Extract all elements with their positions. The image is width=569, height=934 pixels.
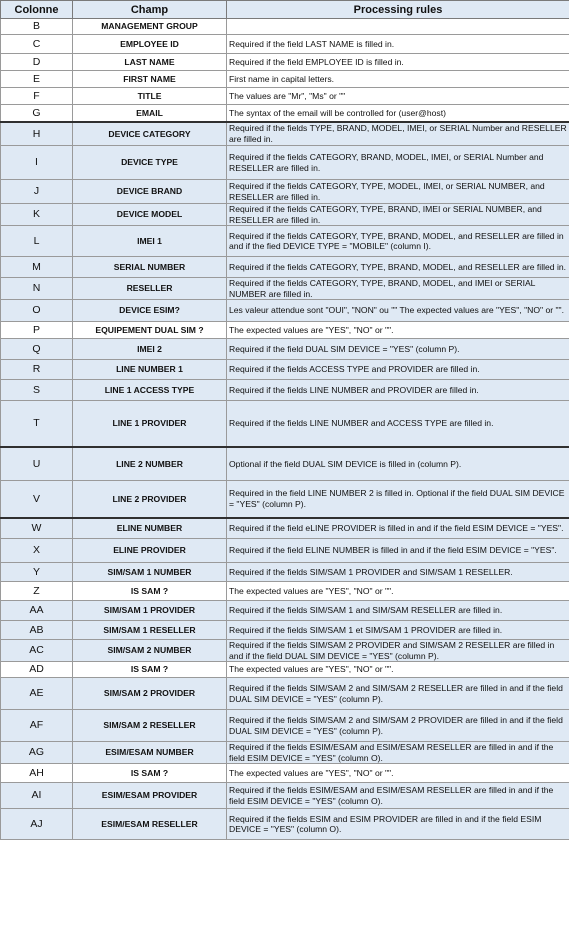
cell-colonne: AE <box>1 678 73 710</box>
cell-rule: Required in the field LINE NUMBER 2 is filled in. Optional if the field DUAL SIM DEVICE = "YES" (column P). <box>227 481 569 518</box>
cell-champ: DEVICE CATEGORY <box>73 122 227 146</box>
cell-colonne: M <box>1 257 73 278</box>
cell-colonne: H <box>1 122 73 146</box>
cell-champ: DEVICE BRAND <box>73 180 227 204</box>
cell-champ: RESELLER <box>73 278 227 300</box>
table-row <box>1 809 569 840</box>
cell-champ: MANAGEMENT GROUP <box>73 19 227 35</box>
cell-rule: Required if the field ELINE NUMBER is filled in and if the field ESIM DEVICE = "YES". <box>227 539 569 563</box>
cell-champ: TITLE <box>73 88 227 105</box>
cell-colonne: C <box>1 35 73 54</box>
cell-champ: DEVICE MODEL <box>73 204 227 226</box>
cell-colonne: Y <box>1 563 73 582</box>
cell-colonne: E <box>1 71 73 88</box>
cell-colonne: U <box>1 447 73 481</box>
cell-champ: LINE 1 ACCESS TYPE <box>73 380 227 401</box>
cell-colonne: Q <box>1 339 73 360</box>
table-row <box>1 621 569 640</box>
cell-rule: Required if the fields SIM/SAM 1 and SIM/SAM RESELLER are filled in. <box>227 601 569 621</box>
table-row <box>1 710 569 742</box>
table-row <box>1 19 569 35</box>
cell-colonne: S <box>1 380 73 401</box>
cell-rule: Required if the fields CATEGORY, TYPE, BRAND, MODEL, and RESELLER are filled in and if the fied DEVICE TYPE = "MOBILE" (column I). <box>227 226 569 257</box>
cell-champ: ELINE PROVIDER <box>73 539 227 563</box>
cell-rule: Required if the fields CATEGORY, TYPE, BRAND, MODEL, and IMEI or SERIAL NUMBER are filled in. <box>227 278 569 300</box>
cell-rule: Required if the field DUAL SIM DEVICE = "YES" (column P). <box>227 339 569 360</box>
cell-rule: Optional if the field DUAL SIM DEVICE is filled in (column P). <box>227 447 569 481</box>
cell-rule: The expected values are "YES", "NO" or "". <box>227 764 569 783</box>
cell-champ: SERIAL NUMBER <box>73 257 227 278</box>
cell-rule: Required if the fields CATEGORY, TYPE, MODEL, IMEI, or SERIAL NUMBER, and RESELLER are filled in. <box>227 180 569 204</box>
cell-champ: EMAIL <box>73 105 227 122</box>
cell-rule: Required if the fields SIM/SAM 2 and SIM/SAM 2 RESELLER are filled in and if the field DUAL SIM DEVICE = "YES" (column P). <box>227 678 569 710</box>
cell-colonne: X <box>1 539 73 563</box>
cell-colonne: W <box>1 518 73 539</box>
cell-champ: IMEI 1 <box>73 226 227 257</box>
cell-colonne: P <box>1 322 73 339</box>
table-row <box>1 146 569 180</box>
cell-champ: SIM/SAM 1 NUMBER <box>73 563 227 582</box>
cell-colonne: AJ <box>1 809 73 840</box>
cell-colonne: T <box>1 401 73 447</box>
cell-rule: The syntax of the email will be controlled for (user@host) <box>227 105 569 122</box>
cell-rule: Required if the fields SIM/SAM 2 PROVIDER and SIM/SAM 2 RESELLER are filled in and if the field DUAL SIM DEVICE = "YES" (column P). <box>227 640 569 662</box>
cell-colonne: L <box>1 226 73 257</box>
table-row <box>1 71 569 88</box>
table-row <box>1 764 569 783</box>
table-row <box>1 742 569 764</box>
cell-champ: LINE NUMBER 1 <box>73 360 227 380</box>
table-row <box>1 360 569 380</box>
cell-rule <box>227 19 569 35</box>
cell-colonne: Z <box>1 582 73 601</box>
table-row <box>1 662 569 678</box>
cell-colonne: B <box>1 19 73 35</box>
cell-rule: Required if the fields ACCESS TYPE and PROVIDER are filled in. <box>227 360 569 380</box>
header-champ: Champ <box>73 1 227 19</box>
cell-rule: Required if the fields CATEGORY, TYPE, BRAND, MODEL, and RESELLER are filled in. <box>227 257 569 278</box>
cell-colonne: J <box>1 180 73 204</box>
cell-champ: SIM/SAM 2 NUMBER <box>73 640 227 662</box>
cell-champ: DEVICE TYPE <box>73 146 227 180</box>
cell-rule: Required if the fields ESIM/ESAM and ESIM/ESAM RESELLER are filled in and if the field ESIM DEVICE = "YES" (column O). <box>227 742 569 764</box>
cell-champ: SIM/SAM 1 RESELLER <box>73 621 227 640</box>
table-row <box>1 105 569 122</box>
cell-rule: Required if the fields ESIM/ESAM and ESIM/ESAM RESELLER are filled in and if the field ESIM DEVICE = "YES" (column O). <box>227 783 569 809</box>
cell-colonne: N <box>1 278 73 300</box>
table-row <box>1 339 569 360</box>
cell-champ: SIM/SAM 2 RESELLER <box>73 710 227 742</box>
cell-rule: The expected values are "YES", "NO" or "". <box>227 662 569 678</box>
table-row <box>1 35 569 54</box>
cell-colonne: AH <box>1 764 73 783</box>
cell-champ: SIM/SAM 1 PROVIDER <box>73 601 227 621</box>
cell-colonne: D <box>1 54 73 71</box>
table-row <box>1 257 569 278</box>
cell-rule: Required if the field EMPLOYEE ID is filled in. <box>227 54 569 71</box>
table-row <box>1 678 569 710</box>
cell-colonne: AB <box>1 621 73 640</box>
table-row <box>1 122 569 146</box>
cell-rule: Required if the field eLINE PROVIDER is filled in and if the field ESIM DEVICE = "YES". <box>227 518 569 539</box>
cell-rule: The expected values are "YES", "NO" or "". <box>227 582 569 601</box>
table-row <box>1 401 569 447</box>
cell-rule: The values are "Mr", "Ms" or "" <box>227 88 569 105</box>
cell-colonne: I <box>1 146 73 180</box>
cell-colonne: AC <box>1 640 73 662</box>
table-row <box>1 278 569 300</box>
table-row <box>1 226 569 257</box>
cell-rule: Required if the fields CATEGORY, BRAND, MODEL, IMEI, or SERIAL Number and RESELLER are filled in. <box>227 146 569 180</box>
cell-rule: Les valeur attendue sont "OUI", "NON" ou "" The expected values are "YES", "NO" or "". <box>227 300 569 322</box>
header-processing-rules: Processing rules <box>227 1 569 19</box>
table-row <box>1 481 569 518</box>
cell-rule: Required if the fields SIM/SAM 1 PROVIDER and SIM/SAM 1 RESELLER. <box>227 563 569 582</box>
cell-colonne: AD <box>1 662 73 678</box>
cell-colonne: AI <box>1 783 73 809</box>
table-row <box>1 180 569 204</box>
table-row <box>1 447 569 481</box>
cell-rule: First name in capital letters. <box>227 71 569 88</box>
cell-champ: EQUIPEMENT DUAL SIM ? <box>73 322 227 339</box>
header-colonne: Colonne <box>1 1 73 19</box>
table-row <box>1 582 569 601</box>
cell-champ: DEVICE ESIM? <box>73 300 227 322</box>
cell-champ: SIM/SAM 2 PROVIDER <box>73 678 227 710</box>
table-body <box>1 19 569 840</box>
cell-champ: ESIM/ESAM PROVIDER <box>73 783 227 809</box>
cell-colonne: K <box>1 204 73 226</box>
table-row <box>1 783 569 809</box>
cell-colonne: O <box>1 300 73 322</box>
cell-rule: Required if the fields LINE NUMBER and PROVIDER are filled in. <box>227 380 569 401</box>
cell-colonne: R <box>1 360 73 380</box>
table-row <box>1 204 569 226</box>
cell-champ: LINE 1 PROVIDER <box>73 401 227 447</box>
cell-rule: Required if the field LAST NAME is filled in. <box>227 35 569 54</box>
cell-champ: LINE 2 NUMBER <box>73 447 227 481</box>
cell-rule: Required if the fields SIM/SAM 2 and SIM/SAM 2 PROVIDER are filled in and if the field DUAL SIM DEVICE = "YES" (column P). <box>227 710 569 742</box>
cell-champ: LINE 2 PROVIDER <box>73 481 227 518</box>
cell-colonne: G <box>1 105 73 122</box>
table-row <box>1 640 569 662</box>
cell-champ: IS SAM ? <box>73 582 227 601</box>
table-row <box>1 88 569 105</box>
table-row <box>1 539 569 563</box>
cell-champ: FIRST NAME <box>73 71 227 88</box>
table-row <box>1 300 569 322</box>
cell-champ: IS SAM ? <box>73 662 227 678</box>
cell-rule: Required if the fields LINE NUMBER and ACCESS TYPE are filled in. <box>227 401 569 447</box>
cell-colonne: F <box>1 88 73 105</box>
table-row <box>1 563 569 582</box>
cell-champ: EMPLOYEE ID <box>73 35 227 54</box>
table-row <box>1 380 569 401</box>
cell-rule: Required if the fields CATEGORY, TYPE, BRAND, IMEI or SERIAL NUMBER, and RESELLER are filled in. <box>227 204 569 226</box>
cell-champ: ELINE NUMBER <box>73 518 227 539</box>
table-row <box>1 322 569 339</box>
table-row <box>1 54 569 71</box>
cell-champ: IMEI 2 <box>73 339 227 360</box>
cell-colonne: AF <box>1 710 73 742</box>
cell-rule: Required if the fields TYPE, BRAND, MODEL, IMEI, or SERIAL Number and RESELLER are filled in. <box>227 122 569 146</box>
cell-colonne: V <box>1 481 73 518</box>
cell-colonne: AA <box>1 601 73 621</box>
cell-champ: ESIM/ESAM NUMBER <box>73 742 227 764</box>
cell-colonne: AG <box>1 742 73 764</box>
cell-rule: Required if the fields ESIM and ESIM PROVIDER are filled in and if the field ESIM DEVICE = "YES" (column O). <box>227 809 569 840</box>
table-row <box>1 518 569 539</box>
cell-rule: The expected values are "YES", "NO" or "". <box>227 322 569 339</box>
cell-champ: IS SAM ? <box>73 764 227 783</box>
cell-champ: LAST NAME <box>73 54 227 71</box>
cell-rule: Required if the fields SIM/SAM 1 et SIM/SAM 1 PROVIDER are filled in. <box>227 621 569 640</box>
cell-champ: ESIM/ESAM RESELLER <box>73 809 227 840</box>
table-row <box>1 601 569 621</box>
header-row <box>1 1 569 19</box>
